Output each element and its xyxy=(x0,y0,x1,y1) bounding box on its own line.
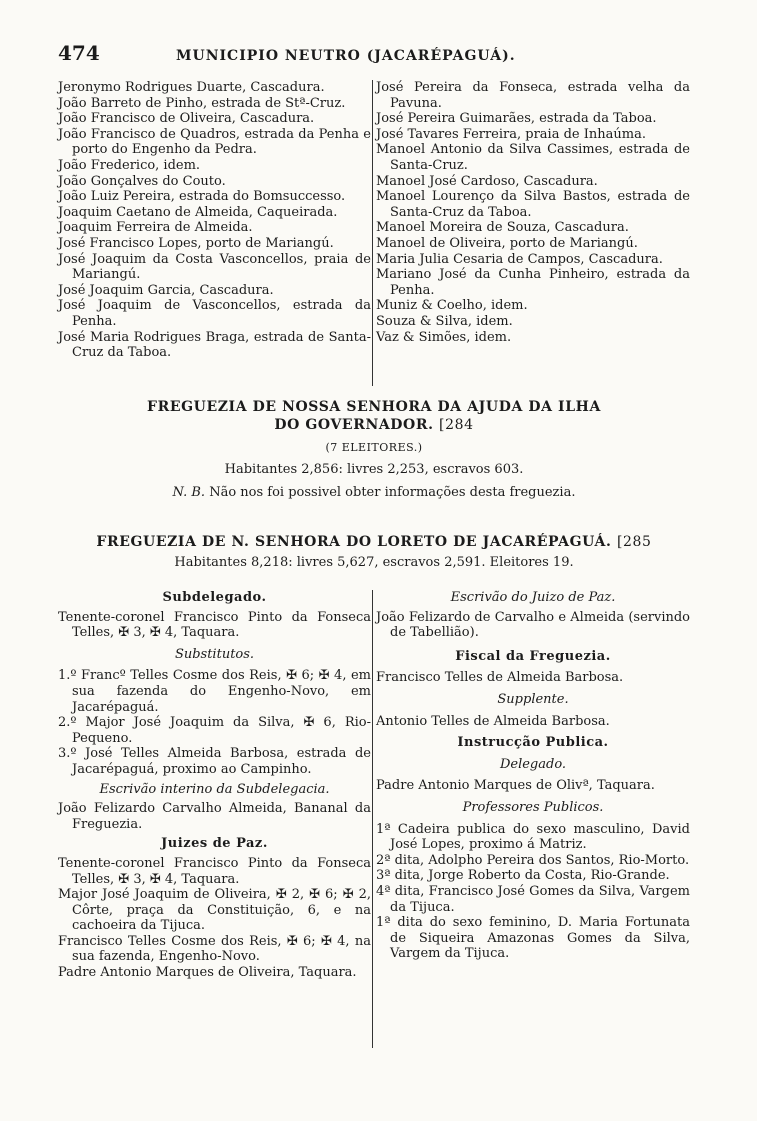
delegado: Padre Antonio Marques de Olivª, Taquara. xyxy=(376,778,655,794)
substituto-item: 2.º Major José Joaquim da Silva, ✠ 6, Rio-Pequeno. xyxy=(58,715,371,746)
professores-heading: Professores Publicos. xyxy=(462,799,604,815)
inhabitants: Habitantes 2,856: livres 2,253, escravos 603. xyxy=(224,461,524,477)
list-item: Vaz & Simões, idem. xyxy=(376,329,512,345)
list-item: Manoel Lourenço da Silva Bastos, estrada de Santa-Cruz da Taboa. xyxy=(376,189,690,220)
section-title xyxy=(58,398,690,434)
professor-item: 1ª Cadeira publica do sexo masculino, David José Lopes, proximo á Matriz. xyxy=(376,821,690,853)
page-header-title: MUNICIPIO NEUTRO (JACARÉPAGUÁ). xyxy=(176,48,516,64)
section-title-text: FREGUEZIA DE N. SENHORA DO LORETO DE JACARÉPAGUÁ. xyxy=(96,534,612,550)
section-ref: [284 xyxy=(439,417,474,433)
list-item: Muniz & Coelho, idem. xyxy=(376,298,528,314)
list-item: Joaquim Ferreira de Almeida. xyxy=(58,220,253,236)
professor-item: 1ª dita do sexo feminino, D. Maria Fortunata de Siqueira Amazonas Gomes da Silva, Vargem da Tijuca. xyxy=(376,915,690,962)
supplente-heading: Supplente. xyxy=(497,691,569,707)
delegado-heading: Delegado. xyxy=(499,756,567,772)
list-item: Manoel Antonio da Silva Cassimes, estrada de Santa-Cruz. xyxy=(376,142,690,173)
juizes-heading: Juizes de Paz. xyxy=(161,836,268,852)
supplente: Antonio Telles de Almeida Barbosa. xyxy=(376,713,610,729)
section-title-line1: FREGUEZIA DE NOSSA SENHORA DA AJUDA DA ILHA xyxy=(147,399,601,415)
list-item: José Joaquim da Costa Vasconcellos, praia de Mariangú. xyxy=(58,251,371,283)
fiscal: Francisco Telles de Almeida Barbosa. xyxy=(376,670,624,686)
electors-count: (7 ELEITORES.) xyxy=(325,441,423,454)
list-item: José Maria Rodrigues Braga, estrada de Santa-Cruz da Taboa. xyxy=(58,329,371,361)
substitutos-heading: Substitutos. xyxy=(174,646,255,662)
list-item: João Francisco de Quadros, estrada da Penha e porto do Engenho da Pedra. xyxy=(58,126,371,158)
list-item: João Luiz Pereira, estrada do Bomsuccesso. xyxy=(58,189,346,205)
escrivao-subdelegacia-heading: Escrivão interino da Subdelegacia. xyxy=(99,781,330,797)
loreto-left xyxy=(58,590,371,981)
nb-text: Não nos foi possivel obter informações desta freguezia. xyxy=(209,485,576,501)
professor-item: 4ª dita, Francisco José Gomes da Silva, Vargem da Tijuca. xyxy=(376,883,690,915)
substituto-item: 1.º Francº Telles Cosme dos Reis, ✠ 6; ✠ 4, em sua fazenda do Engenho-Novo, em Jacarépaguá. xyxy=(58,668,371,715)
escrivao-subdelegacia: João Felizardo Carvalho Almeida, Bananal da Freguezia. xyxy=(58,801,371,832)
loreto-right xyxy=(376,590,690,962)
section-ref: [285 xyxy=(616,534,652,550)
escrivao-juizo-heading: Escrivão do Juizo de Paz. xyxy=(450,590,616,605)
loreto-columns xyxy=(58,590,690,1048)
escrivao-juizo: João Felizardo de Carvalho e Almeida (servindo de Tabellião). xyxy=(376,609,690,641)
list-item: Manoel de Oliveira, porto de Mariangú. xyxy=(376,235,638,251)
page-number: 474 xyxy=(58,41,100,65)
list-item: João Barreto de Pinho, estrada de Stª-Cruz. xyxy=(58,95,346,111)
list-item: João Frederico, idem. xyxy=(58,157,201,173)
list-item: Manoel José Cardoso, Cascadura. xyxy=(376,173,598,189)
top-list-left xyxy=(58,80,371,361)
instrucao-heading: Instrucção Publica. xyxy=(457,735,609,751)
list-item: Joaquim Caetano de Almeida, Caqueirada. xyxy=(58,204,338,220)
nota-bene xyxy=(58,485,690,501)
professor-item: 3ª dita, Jorge Roberto da Costa, Rio-Grande. xyxy=(376,868,670,884)
list-item: Maria Julia Cesaria de Campos, Cascadura. xyxy=(376,251,663,267)
column-divider xyxy=(372,590,373,1048)
top-list xyxy=(58,80,690,386)
nb-label: N. B. xyxy=(172,485,206,501)
substituto-item: 3.º José Telles Almeida Barbosa, estrada de Jacarépaguá, proximo ao Campinho. xyxy=(58,746,371,777)
list-item: José Francisco Lopes, porto de Mariangú. xyxy=(58,235,334,251)
fiscal-heading: Fiscal da Freguezia. xyxy=(455,648,611,664)
list-item: José Tavares Ferreira, praia de Inhaúma. xyxy=(376,126,646,142)
list-item: Manoel Moreira de Souza, Cascadura. xyxy=(376,220,629,236)
column-divider xyxy=(372,80,373,386)
list-item: Jeronymo Rodrigues Duarte, Cascadura. xyxy=(58,80,325,95)
juiz-item: Padre Antonio Marques de Oliveira, Taquara. xyxy=(58,965,357,981)
list-item: Souza & Silva, idem. xyxy=(376,313,513,329)
list-item: João Francisco de Oliveira, Cascadura. xyxy=(58,111,315,127)
list-item: José Pereira da Fonseca, estrada velha da Pavuna. xyxy=(376,80,690,111)
section-loreto xyxy=(58,533,690,571)
list-item: João Gonçalves do Couto. xyxy=(58,173,226,189)
list-item: José Joaquim de Vasconcellos, estrada da Penha. xyxy=(58,298,371,329)
page-header xyxy=(58,41,707,68)
juiz-item: Tenente-coronel Francisco Pinto da Fonseca Telles, ✠ 3, ✠ 4, Taquara. xyxy=(58,855,371,887)
list-item: José Joaquim Garcia, Cascadura. xyxy=(58,282,274,298)
list-item: Mariano José da Cunha Pinheiro, estrada da Penha. xyxy=(376,267,690,298)
professor-item: 2ª dita, Adolpho Pereira dos Santos, Rio-Morto. xyxy=(376,852,690,868)
section-ilha-governador xyxy=(58,398,690,501)
subdelegado-heading: Subdelegado. xyxy=(162,590,267,605)
juiz-item: Francisco Telles Cosme dos Reis, ✠ 6; ✠ 4, na sua fazenda, Engenho-Novo. xyxy=(58,933,371,965)
list-item: José Pereira Guimarães, estrada da Taboa. xyxy=(376,111,657,127)
inhabitants: Habitantes 8,218: livres 5,627, escravos 2,591. Eleitores 19. xyxy=(174,555,574,570)
subdelegado: Tenente-coronel Francisco Pinto da Fonseca Telles, ✠ 3, ✠ 4, Taquara. xyxy=(58,609,371,641)
juiz-item: Major José Joaquim de Oliveira, ✠ 2, ✠ 6; ✠ 2, Côrte, praça da Constituição, 6, e na cachoeira da Tijuca. xyxy=(58,887,371,934)
top-list-right xyxy=(376,80,690,345)
section-title xyxy=(58,533,690,551)
section-title-line2: DO GOVERNADOR. xyxy=(274,417,434,433)
